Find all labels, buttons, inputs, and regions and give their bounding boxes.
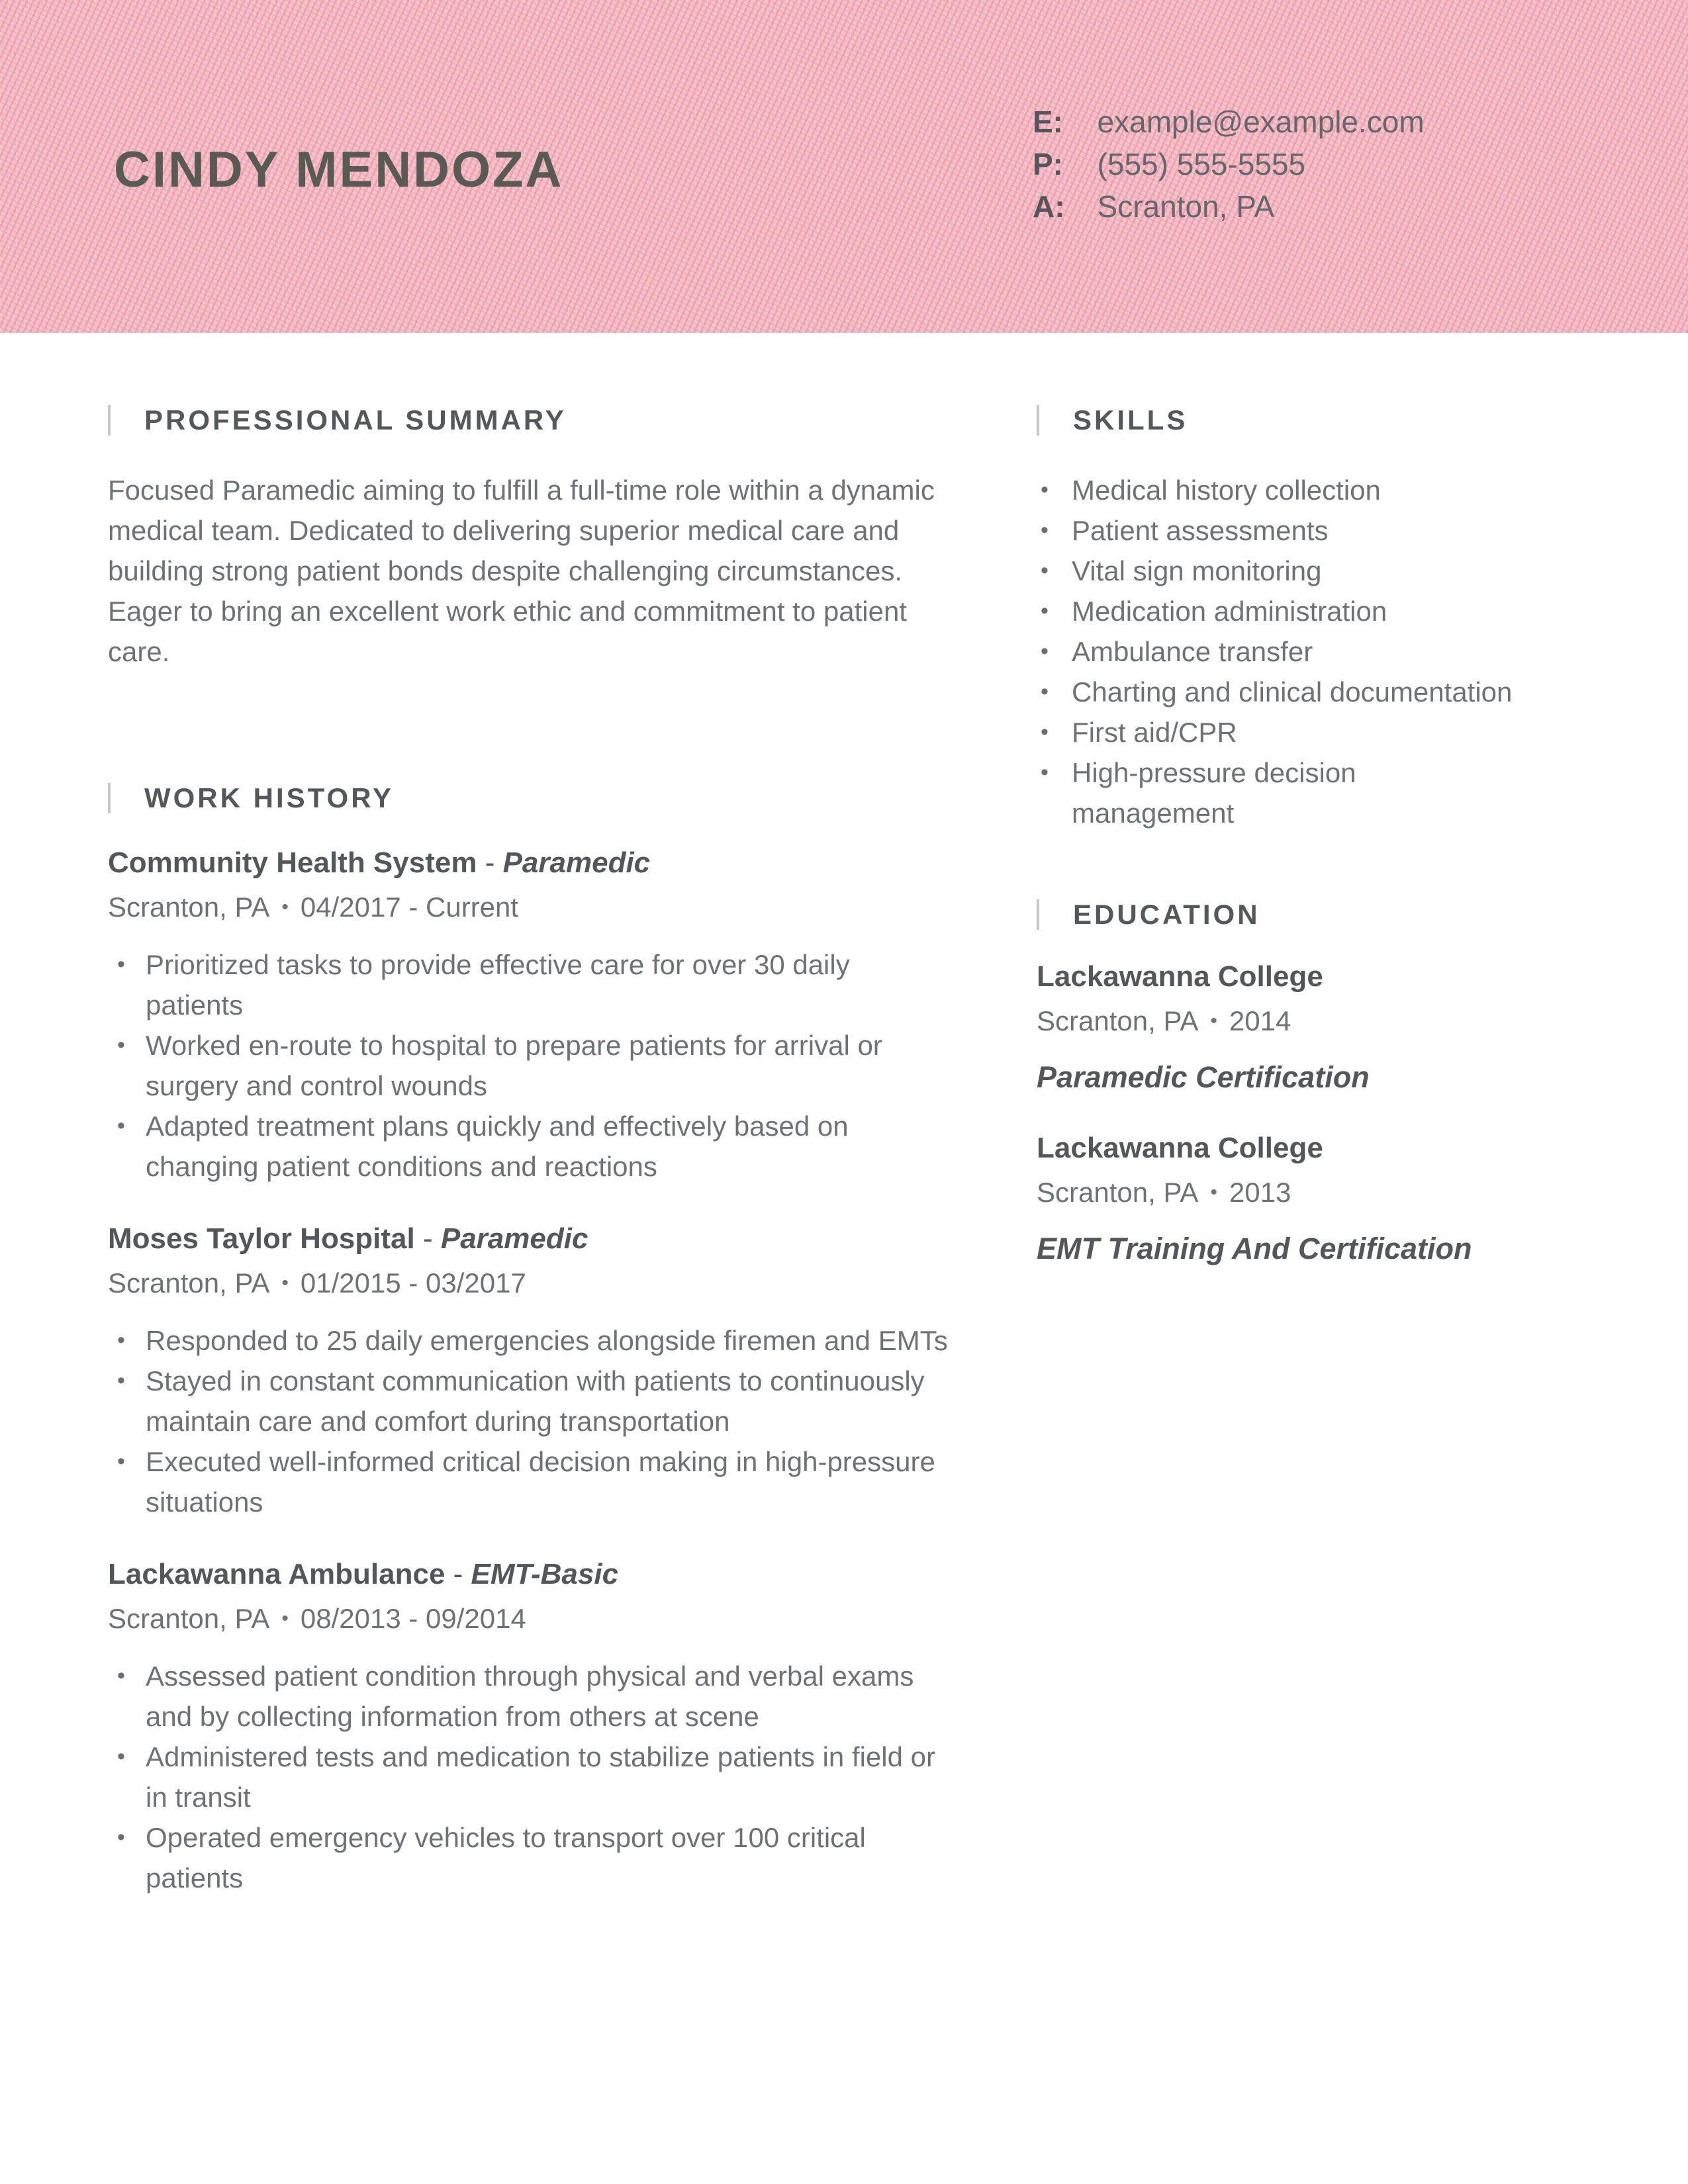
bullet-dot-icon: • [117, 1825, 125, 1850]
job-title-line [108, 1554, 949, 1594]
job-location: Scranton, PA [108, 1603, 270, 1635]
job-entry [108, 1554, 949, 1898]
list-item [1037, 712, 1523, 752]
contact-label: A: [1033, 189, 1065, 224]
bullet-dot-icon: • [117, 1032, 125, 1058]
bullet-dot-icon: • [117, 952, 125, 978]
work-title-text: WORK HISTORY [144, 782, 395, 814]
section-bar-icon [108, 783, 111, 813]
list-item [1037, 752, 1523, 833]
job-role: EMT-Basic [471, 1558, 619, 1591]
edu-school: Lackawanna College [1037, 960, 1323, 993]
bullet-dot-icon: • [1041, 639, 1049, 664]
contact-value: Scranton, PA [1080, 189, 1275, 224]
candidate-name: CINDY MENDOZA [114, 141, 564, 198]
list-item [1037, 591, 1523, 631]
job-entry [108, 1218, 949, 1522]
contact-label: P: [1033, 147, 1063, 181]
list-item [108, 1656, 949, 1737]
edu-credential: Paramedic Certification [1037, 1060, 1370, 1095]
resume-body [108, 405, 1580, 1898]
education-entry [1037, 1128, 1523, 1269]
right-column [1037, 405, 1523, 1269]
bullet-text: Ambulance transfer [1072, 636, 1313, 668]
job-separator: - [414, 1222, 441, 1255]
job-bullets [108, 1656, 949, 1898]
edu-year: 2013 [1229, 1177, 1291, 1208]
edu-credential: EMT Training And Certification [1037, 1232, 1472, 1266]
summary-title-text: PROFESSIONAL SUMMARY [144, 404, 567, 435]
contact-row [1033, 185, 1425, 228]
bullet-dot-icon: • [1041, 679, 1049, 705]
list-item [1037, 551, 1523, 591]
section-bar-icon [1037, 899, 1039, 930]
bullet-dot-icon: • [117, 1449, 125, 1475]
bullet-text: Assessed patient condition through physical and verbal exams and by collecting information from others at scene [146, 1661, 914, 1733]
summary-text: Focused Paramedic aiming to fulfill a full-time role within a dynamic medical team. Dedicated to delivering superior medical care and building strong patient bonds despite challenging circumstances. Eager to bring an excellent work ethic and commitment to patient care. [108, 475, 935, 668]
section-professional-summary [108, 405, 949, 672]
section-education [1037, 899, 1523, 1269]
job-dates: 01/2015 - 03/2017 [300, 1267, 526, 1299]
separator-dot-icon: • [1210, 1010, 1217, 1032]
bullet-text: Executed well-informed critical decision making in high-pressure situations [146, 1446, 935, 1518]
bullet-dot-icon: • [1041, 760, 1049, 786]
separator-dot-icon: • [281, 1608, 289, 1630]
job-role: Paramedic [502, 846, 651, 880]
bullet-dot-icon: • [117, 1113, 125, 1139]
job-separator: - [445, 1558, 471, 1591]
bullet-dot-icon: • [1041, 558, 1049, 584]
bullet-dot-icon: • [1041, 518, 1049, 543]
contact-list [1033, 101, 1425, 228]
section-bar-icon [1037, 405, 1039, 435]
contact-label: E: [1033, 105, 1063, 139]
bullet-text: Medical history collection [1072, 475, 1381, 506]
edu-school: Lackawanna College [1037, 1132, 1323, 1165]
job-meta-line [108, 1263, 949, 1303]
bullet-text: Operated emergency vehicles to transport over 100 critical patients [146, 1822, 866, 1894]
bullet-text: Responded to 25 daily emergencies alongside firemen and EMTs [146, 1325, 948, 1357]
list-item [108, 944, 949, 1025]
list-item [108, 1025, 949, 1106]
job-meta-line [108, 1598, 949, 1639]
list-item [1037, 470, 1523, 510]
bullet-text: Medication administration [1072, 596, 1387, 627]
separator-dot-icon: • [281, 1272, 289, 1295]
bullet-text: High-pressure decision management [1072, 757, 1356, 829]
bullet-dot-icon: • [117, 1744, 125, 1770]
separator-dot-icon: • [281, 896, 289, 919]
bullet-text: Prioritized tasks to provide effective care for over 30 daily patients [146, 949, 850, 1021]
job-meta-line [108, 887, 949, 927]
skills-title-text: SKILLS [1073, 404, 1188, 435]
edu-meta-line [1037, 1172, 1523, 1212]
bullet-text: Patient assessments [1072, 515, 1329, 547]
jobs-container [108, 842, 949, 1898]
job-bullets [108, 1320, 949, 1522]
bullet-text: First aid/CPR [1072, 717, 1237, 749]
separator-dot-icon: • [1210, 1181, 1217, 1204]
skills-title [1037, 405, 1523, 435]
list-item [108, 1361, 949, 1441]
job-location: Scranton, PA [108, 891, 270, 923]
contact-row [1033, 143, 1425, 185]
bullet-dot-icon: • [117, 1368, 125, 1394]
job-bullets [108, 944, 949, 1187]
job-entry [108, 842, 949, 1187]
list-item [108, 1320, 949, 1361]
education-title-text: EDUCATION [1073, 899, 1260, 931]
bullet-text: Charting and clinical documentation [1072, 676, 1513, 708]
bullet-dot-icon: • [1041, 477, 1049, 503]
list-item [108, 1817, 949, 1898]
job-separator: - [477, 846, 503, 880]
contact-value: (555) 555-5555 [1080, 147, 1306, 181]
job-role: Paramedic [440, 1222, 588, 1255]
list-item [108, 1106, 949, 1187]
bullet-text: Stayed in constant communication with patients to continuously maintain care and comfort during transportation [146, 1365, 925, 1437]
education-container [1037, 956, 1523, 1269]
job-title-line [108, 1218, 949, 1259]
left-column [108, 405, 949, 1898]
header-band [0, 0, 1688, 333]
list-item [1037, 672, 1523, 712]
bullet-dot-icon: • [117, 1328, 125, 1353]
skills-list [1037, 470, 1523, 833]
section-bar-icon [108, 405, 111, 435]
job-location: Scranton, PA [108, 1267, 270, 1299]
list-item [1037, 510, 1523, 551]
job-company: Community Health System [108, 846, 477, 880]
list-item [1037, 631, 1523, 672]
bullet-text: Adapted treatment plans quickly and effectively based on changing patient conditions and reactions [146, 1111, 849, 1183]
bullet-text: Administered tests and medication to stabilize patients in field or in transit [146, 1741, 935, 1813]
edu-location: Scranton, PA [1037, 1177, 1199, 1208]
summary-title [108, 405, 949, 435]
education-title [1037, 899, 1523, 930]
bullet-dot-icon: • [117, 1663, 125, 1689]
bullet-dot-icon: • [1041, 598, 1049, 624]
job-dates: 04/2017 - Current [300, 891, 519, 923]
contact-row [1033, 101, 1425, 143]
job-company: Moses Taylor Hospital [108, 1222, 415, 1255]
section-skills [1037, 405, 1523, 833]
job-dates: 08/2013 - 09/2014 [300, 1603, 526, 1635]
list-item [108, 1737, 949, 1817]
edu-meta-line [1037, 1001, 1523, 1041]
section-work-history [108, 783, 949, 1898]
contact-value: example@example.com [1080, 105, 1425, 139]
job-company: Lackawanna Ambulance [108, 1558, 445, 1591]
job-title-line [108, 842, 949, 883]
bullet-text: Vital sign monitoring [1072, 555, 1322, 587]
bullet-text: Worked en-route to hospital to prepare patients for arrival or surgery and control wounds [146, 1030, 882, 1102]
work-title [108, 783, 949, 813]
bullet-dot-icon: • [1041, 719, 1049, 745]
edu-location: Scranton, PA [1037, 1005, 1199, 1037]
education-entry [1037, 956, 1523, 1097]
list-item [108, 1441, 949, 1522]
edu-year: 2014 [1229, 1005, 1291, 1037]
